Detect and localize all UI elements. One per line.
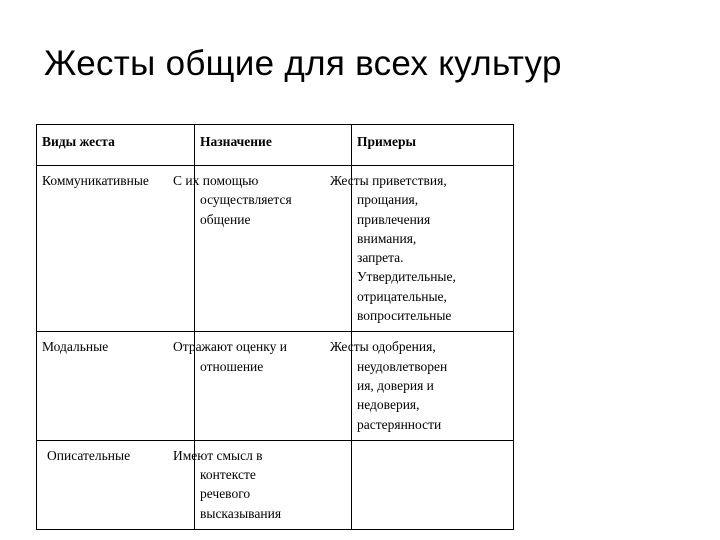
cell-type-modal: Модальные bbox=[37, 332, 195, 440]
cell-type-communicative: Коммуникативные bbox=[37, 166, 195, 332]
cell-type-descriptive: Описательные bbox=[37, 440, 195, 529]
cell-purpose-modal: Отражают оценку и отношение bbox=[195, 332, 352, 440]
cell-purpose-descriptive: Имеют смысл в контексте речевого высказывания bbox=[195, 440, 352, 529]
column-header-examples: Примеры bbox=[352, 125, 514, 166]
table-row bbox=[37, 332, 514, 440]
table-header-row bbox=[37, 125, 514, 166]
table-row bbox=[37, 440, 514, 529]
cell-examples-communicative: Жесты приветствия, прощания, привлечения внимания, запрета. Утвердительные, отрицательные, вопросительные bbox=[352, 166, 514, 332]
table-row bbox=[37, 166, 514, 332]
gestures-table bbox=[36, 124, 514, 530]
cell-examples-descriptive bbox=[352, 440, 514, 529]
column-header-type: Виды жеста bbox=[37, 125, 195, 166]
page-title: Жесты общие для всех культур bbox=[44, 44, 562, 83]
cell-examples-modal: Жесты одобрения, неудовлетворен ия, доверия и недоверия, растерянности bbox=[352, 332, 514, 440]
column-header-purpose: Назначение bbox=[195, 125, 352, 166]
cell-purpose-communicative: С их помощью осуществляется общение bbox=[195, 166, 352, 332]
